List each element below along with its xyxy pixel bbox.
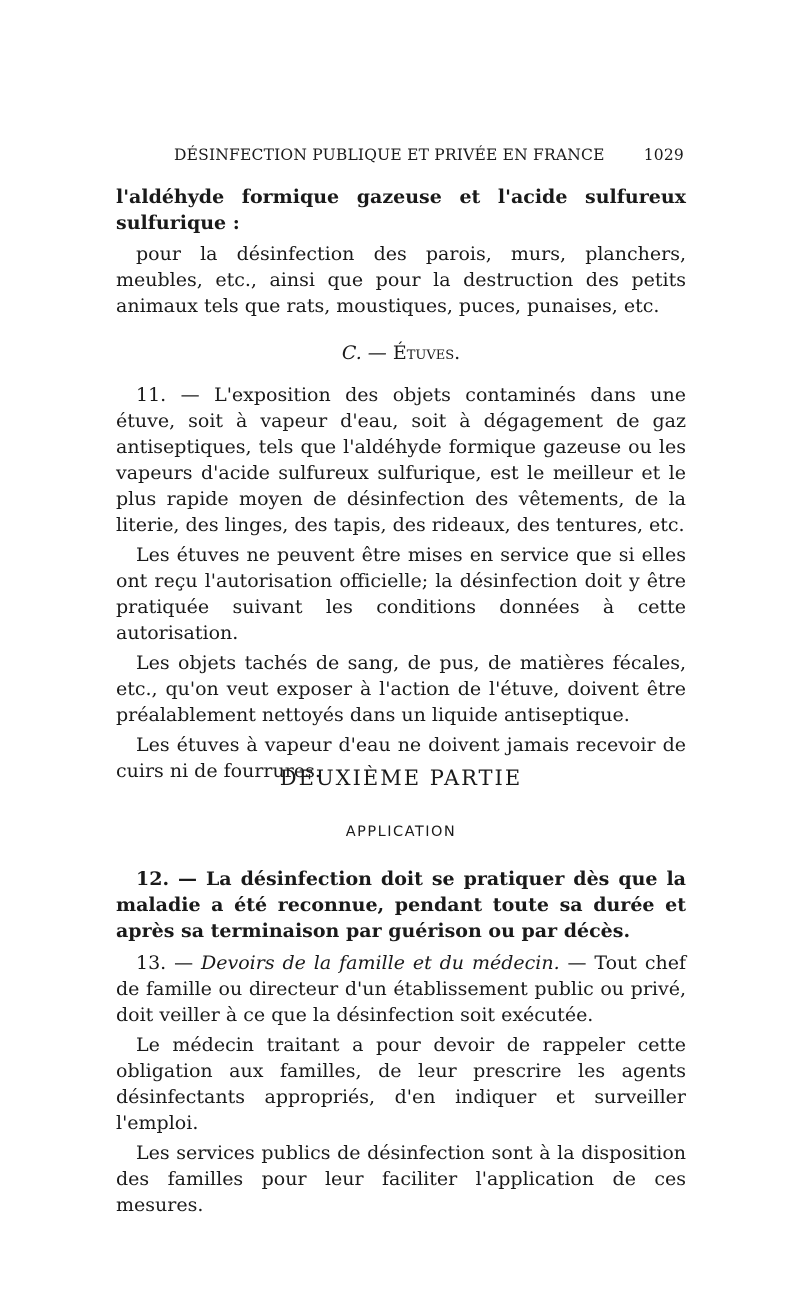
running-header [174,146,684,164]
section-c-heading [116,340,686,366]
article-11-paragraph-2: Les étuves ne peuvent être mises en service que si elles ont reçu l'autorisation officielle; la désinfection doit y être pratiquée suivant les conditions données à cette autorisation. [116,544,686,644]
article-11-paragraph-3: Les objets tachés de sang, de pus, de matières fécales, etc., qu'on veut exposer à l'action de l'étuve, doivent être préalablement nettoyés dans un liquide antiseptique. [116,652,686,726]
article-13-paragraph-2: Le médecin traitant a pour devoir de rappeler cette obligation aux familles, de leur prescrire les agents désinfectants appropriés, d'en indiquer et surveiller l'emploi. [116,1034,686,1134]
section-c-title: Étuves. [392,342,461,364]
running-title: DÉSINFECTION PUBLIQUE ET PRIVÉE EN FRANCE [174,146,605,164]
intro-section [116,184,686,319]
article-11-paragraph-4: Les étuves à vapeur d'eau ne doivent jamais recevoir de cuirs ni de fourrures. [116,734,686,782]
article-13-paragraph-1 [116,950,686,1028]
article-13-title: Devoirs de la famille et du médecin. [201,952,560,974]
section-c-letter: C. — [341,342,387,364]
intro-paragraph: pour la désinfection des parois, murs, planchers, meubles, etc., ainsi que pour la destruction des petits animaux tels que rats, moustiques, puces, punaises, etc. [116,243,686,317]
article-12-paragraph: 12. — La désinfection doit se pratiquer dès que la maladie a été reconnue, pendant toute sa durée et après sa terminaison par guérison ou par décès. [116,868,686,942]
article-13-paragraph-3: Les services publics de désinfection sont à la disposition des familles pour leur faciliter l'application de ces mesures. [116,1142,686,1216]
article-11 [116,382,686,784]
article-13-text: — Tout chef de famille ou directeur d'un établissement public ou privé, doit veiller à ce que la désinfection soit exécutée. [116,952,686,1026]
article-11-paragraph-1: 11. — L'exposition des objets contaminés dans une étuve, soit à vapeur d'eau, soit à dégagement de gaz antiseptiques, tels que l'aldéhyde formique gazeuse ou les vapeurs d'acide sulfureux sulfurique, est le meilleur et le plus rapide moyen de désinfection des vêtements, de la literie, des linges, des tapis, des rideaux, des tentures, etc. [116,384,686,536]
part-two-subtitle: APPLICATION [345,824,457,840]
page-number: 1029 [643,146,684,164]
intro-bold-heading: l'aldéhyde formique gazeuse et l'acide sulfureux sulfurique : [116,186,686,234]
part-two-title: DEUXIÈME PARTIE [279,766,523,790]
article-13-number: 13. — [136,952,194,974]
article-13 [116,950,686,1218]
article-12 [116,866,686,944]
